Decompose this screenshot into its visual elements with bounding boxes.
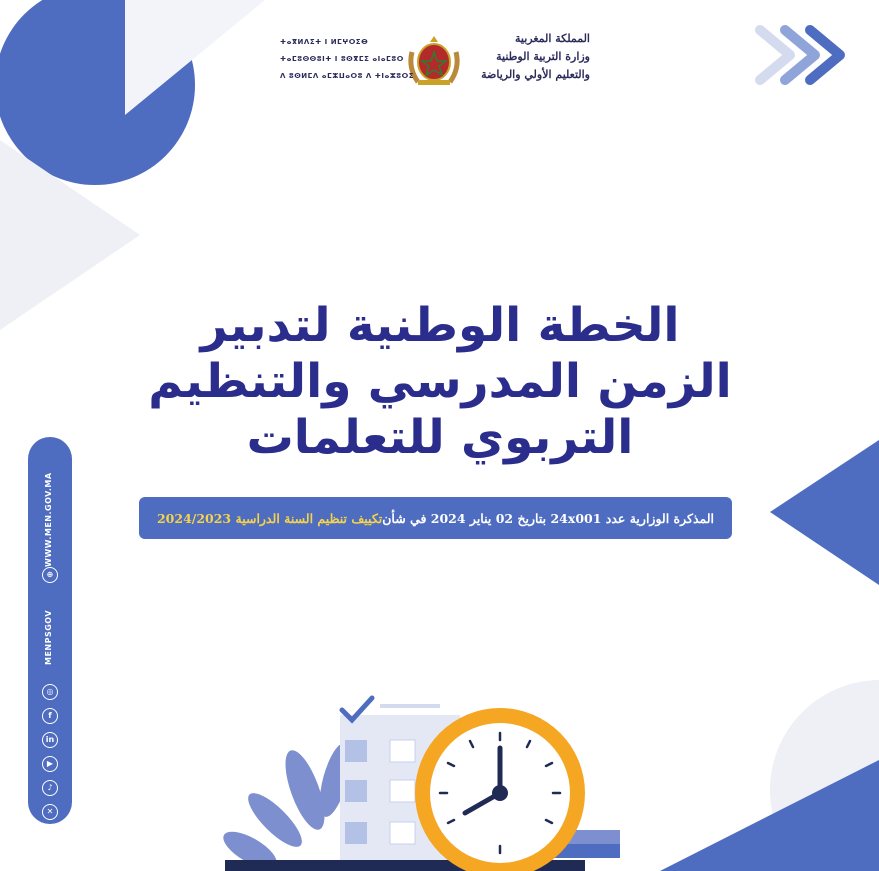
x-icon[interactable]: ✕: [42, 804, 58, 820]
clock-icon: [415, 708, 585, 871]
ministry-line: والتعليم الأولي والرياضة: [481, 68, 590, 81]
ministry-name-arabic: [470, 30, 590, 84]
linkedin-icon[interactable]: in: [42, 732, 58, 748]
ministry-name-tifinagh: [280, 34, 415, 85]
globe-icon: ⊕: [42, 567, 58, 583]
title-line: التربوي للتعلمات: [246, 410, 634, 465]
website-link[interactable]: WWW.MEN.GOV.MA: [44, 472, 53, 567]
chevron-arrows-icon: [760, 30, 840, 80]
memo-highlight: تكييف تنظيم السنة الدراسية 2024/2023: [156, 510, 383, 526]
ministry-line: وزارة التربية الوطنية: [496, 50, 590, 63]
right-triangle: [770, 440, 879, 585]
ministry-line: ⵜⴰⴳⵍⴷⵉⵜ ⵏ ⵍⵎⵖⵔⵉⴱ: [280, 38, 369, 46]
ministry-line: ⴷ ⵓⵙⵍⵎⴷ ⴰⵎⵣⵡⴰⵔⵓ ⴷ ⵜⵏⴰⵣⵓⵔⵉ: [280, 72, 415, 80]
top-left-triangle: [125, 0, 265, 115]
youtube-icon[interactable]: ▶: [42, 756, 58, 772]
facebook-icon[interactable]: f: [42, 708, 58, 724]
tiktok-icon[interactable]: ♪: [42, 780, 58, 796]
ministry-line: ⵜⴰⵎⵓⵙⵙⵓⵏⵜ ⵏ ⵓⵙⴳⵎⵉ ⴰⵏⴰⵎⵓⵔ: [280, 55, 404, 63]
title-line: الزمن المدرسي والتنظيم: [148, 354, 732, 409]
social-sidebar: [28, 437, 72, 824]
page-title: [120, 298, 760, 466]
plant-illustration: [218, 740, 356, 871]
bottom-right-triangle: [660, 760, 879, 871]
memo-text: المذكرة الوزارية عدد 24x001 بتاريخ 02 يناير 2024 في شأن: [382, 510, 715, 526]
title-line: الخطة الوطنية لتدبير: [200, 298, 680, 353]
social-handle: MENPSGOV: [44, 609, 53, 665]
memo-banner: [139, 497, 732, 539]
instagram-icon[interactable]: ◎: [42, 684, 58, 700]
ministry-line: المملكة المغربية: [515, 32, 590, 45]
